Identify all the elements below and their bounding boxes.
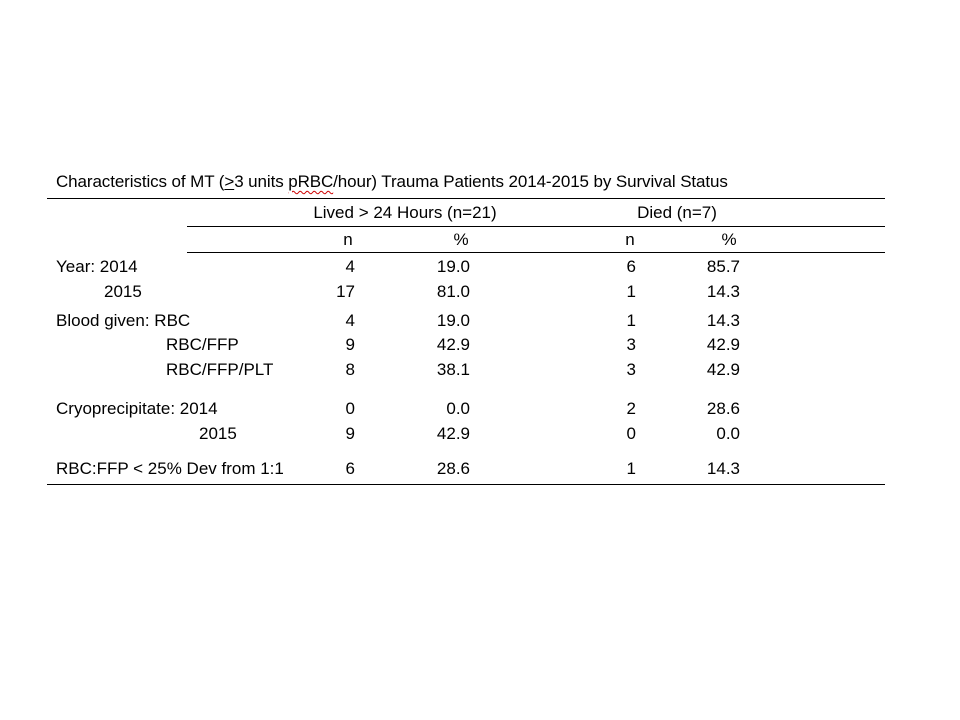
- lived-n-cell: 4: [345, 311, 355, 330]
- title-part-prbc: pRBC: [288, 172, 334, 191]
- died-pct-cell: 42.9: [706, 360, 740, 379]
- lived-n-cell: 9: [345, 424, 355, 443]
- died-pct-cell: 28.6: [706, 399, 740, 418]
- died-pct-cell: 0.0: [716, 424, 740, 443]
- row-label: 2015: [104, 282, 142, 301]
- title-part: 3 units: [234, 172, 289, 191]
- died-n-header: n: [625, 230, 635, 249]
- lived-n-header: n: [343, 230, 353, 249]
- title-part-gte: >: [224, 172, 235, 191]
- lived-pct-header: %: [453, 230, 469, 249]
- died-n-cell: 1: [626, 282, 636, 301]
- died-pct-cell: 14.3: [706, 282, 740, 301]
- row-label: Year: 2014: [56, 257, 138, 276]
- died-pct-header: %: [721, 230, 737, 249]
- lived-n-cell: 8: [345, 360, 355, 379]
- died-pct-cell: 42.9: [706, 335, 740, 354]
- died-n-cell: 3: [626, 360, 636, 379]
- lived-group-header: Lived > 24 Hours (n=21): [313, 203, 497, 222]
- died-pct-cell: 14.3: [706, 459, 740, 478]
- died-pct-cell: 14.3: [706, 311, 740, 330]
- row-label: RBC:FFP < 25% Dev from 1:1: [56, 459, 284, 478]
- table-title: [56, 172, 728, 192]
- lived-pct-cell: 38.1: [436, 360, 470, 379]
- lived-n-cell: 6: [345, 459, 355, 478]
- subheader-rule: [187, 226, 885, 227]
- row-label: Cryoprecipitate: 2014: [56, 399, 218, 418]
- lived-n-cell: 9: [345, 335, 355, 354]
- died-group-header: Died (n=7): [637, 203, 717, 222]
- lived-n-cell: 0: [345, 399, 355, 418]
- died-n-cell: 3: [626, 335, 636, 354]
- row-label: Blood given: RBC: [56, 311, 191, 330]
- died-n-cell: 6: [626, 257, 636, 276]
- lived-pct-cell: 19.0: [436, 311, 470, 330]
- lived-n-cell: 4: [345, 257, 355, 276]
- died-pct-cell: 85.7: [706, 257, 740, 276]
- lived-pct-cell: 42.9: [436, 335, 470, 354]
- lived-pct-cell: 0.0: [446, 399, 470, 418]
- lived-pct-cell: 81.0: [436, 282, 470, 301]
- top-rule: [47, 198, 885, 199]
- died-n-cell: 1: [626, 311, 636, 330]
- title-part: /hour) Trauma Patients 2014-2015 by Survival Status: [333, 172, 728, 191]
- lived-pct-cell: 19.0: [436, 257, 470, 276]
- died-n-cell: 0: [626, 424, 636, 443]
- bottom-rule: [47, 484, 885, 485]
- died-n-cell: 1: [626, 459, 636, 478]
- title-part: Characteristics of MT (: [56, 172, 225, 191]
- row-label: RBC/FFP/PLT: [166, 360, 274, 379]
- lived-pct-cell: 42.9: [436, 424, 470, 443]
- header-bottom-rule: [187, 252, 885, 253]
- row-label: RBC/FFP: [166, 335, 239, 354]
- died-n-cell: 2: [626, 399, 636, 418]
- row-label: 2015: [199, 424, 237, 443]
- lived-pct-cell: 28.6: [436, 459, 470, 478]
- lived-n-cell: 17: [336, 282, 355, 301]
